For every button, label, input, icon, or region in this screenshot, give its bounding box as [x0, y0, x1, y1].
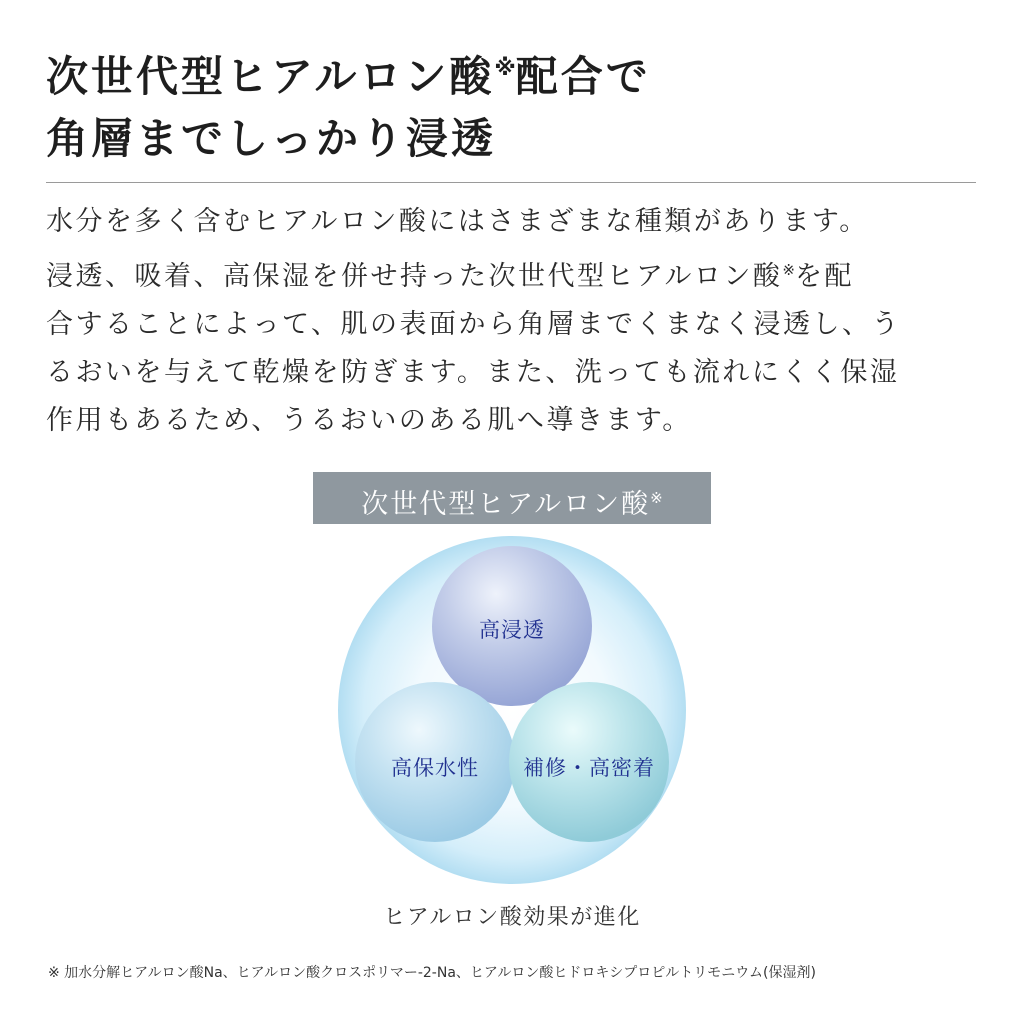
- footnote: ※ 加水分解ヒアルロン酸Na、ヒアルロン酸クロスポリマー-2-Na、ヒアルロン酸ヒドロキシプロピルトリモニウム(保湿剤): [48, 965, 816, 981]
- bubble-label-moisture-retention: 高保水性: [391, 756, 479, 780]
- footnote-mark: ※: [782, 261, 795, 279]
- body-line-2-tail: を配: [795, 261, 854, 292]
- diagram-caption: ヒアルロン酸効果が進化: [383, 905, 641, 930]
- bubble-label-repair-adhesion: 補修・高密着: [523, 756, 655, 780]
- headline-line-1-text: 次世代型ヒアルロン酸: [46, 52, 495, 101]
- headline-line-1: [46, 38, 986, 108]
- divider: [46, 182, 976, 183]
- body-paragraph: [46, 198, 986, 445]
- bubble-label-penetration: 高浸透: [479, 618, 545, 642]
- body-line-5: 作用もあるため、うるおいのある肌へ導きます。: [46, 405, 692, 436]
- ingredient-tag: [313, 472, 711, 524]
- body-line-4: るおいを与えて乾燥を防ぎます。また、洗っても流れにくく保湿: [46, 357, 900, 388]
- footnote-mark: ※: [650, 489, 663, 507]
- ingredient-tag-label: 次世代型ヒアルロン酸: [361, 489, 651, 520]
- headline: [46, 38, 986, 170]
- headline-line-1-tail: 配合で: [515, 52, 651, 101]
- body-line-1: 水分を多く含むヒアルロン酸にはさまざまな種類があります。: [46, 206, 869, 237]
- body-line-2: [46, 246, 986, 301]
- footnote-mark: ※: [494, 56, 516, 81]
- headline-line-2: 角層までしっかり浸透: [46, 114, 497, 163]
- hyaluronic-diagram: [320, 530, 704, 900]
- bubble-illustration: [320, 530, 704, 900]
- body-line-3: 合することによって、肌の表面から角層までくまなく浸透し、う: [46, 309, 901, 340]
- body-line-2-text: 浸透、吸着、高保湿を併せ持った次世代型ヒアルロン酸: [46, 261, 783, 292]
